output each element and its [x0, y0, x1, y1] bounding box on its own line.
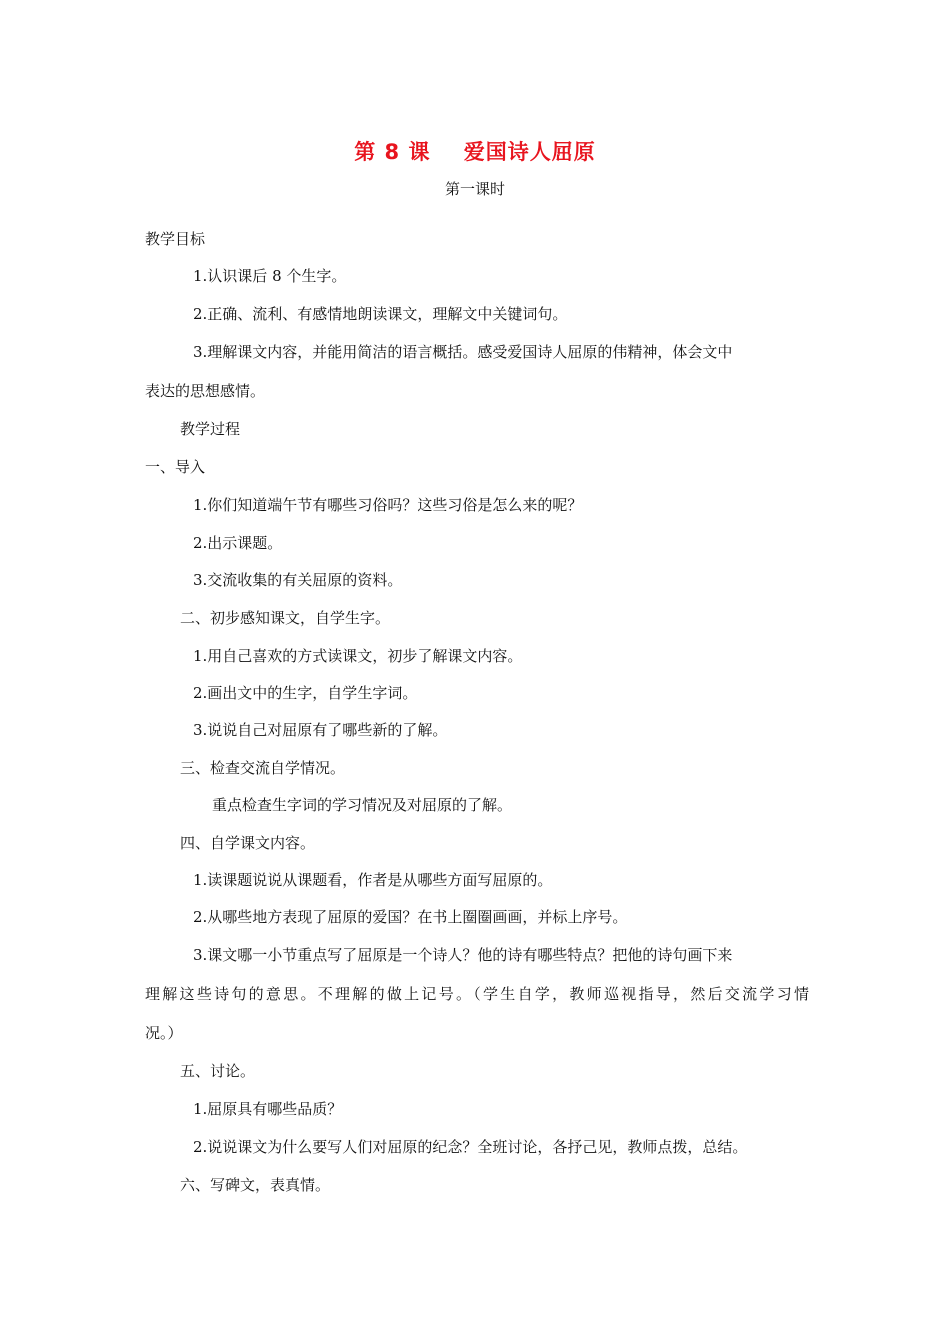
step-item: 1.读课题说说从课题看，作者是从哪些方面写屈原的。	[193, 871, 553, 889]
step-heading: 三、检查交流自学情况。	[180, 759, 346, 777]
step-heading: 六、写碑文，表真情。	[180, 1176, 331, 1194]
step-item: 3.课文哪一小节重点写了屈原是一个诗人？他的诗有哪些特点？把他的诗句画下来	[193, 946, 733, 964]
step-item-continued: 理解这些诗句的意思。不理解的做上记号。（学生自学，教师巡视指导，然后交流学习情	[145, 985, 809, 1003]
step-item: 1.用自己喜欢的方式读课文，初步了解课文内容。	[193, 647, 523, 665]
goal-item: 2.正确、流利、有感情地朗读课文，理解文中关键词句。	[193, 305, 568, 323]
step-heading: 四、自学课文内容。	[180, 834, 316, 852]
goal-item: 3.理解课文内容，并能用简洁的语言概括。感受爱国诗人屈原的伟精神，体会文中	[193, 343, 733, 361]
step-heading: 五、讨论。	[180, 1062, 256, 1080]
step-item: 2.说说课文为什么要写人们对屈原的纪念？全班讨论，各抒己见，教师点拨，总结。	[193, 1138, 748, 1156]
step-item: 2.画出文中的生字，自学生字词。	[193, 684, 418, 702]
step-text: 重点检查生字词的学习情况及对屈原的了解。	[212, 796, 513, 814]
step-heading: 一、导入	[145, 458, 206, 476]
lesson-subtitle: 第一课时	[444, 180, 505, 198]
step-item: 2.从哪些地方表现了屈原的爱国？在书上圈圈画画，并标上序号。	[193, 908, 628, 926]
step-item: 3.说说自己对屈原有了哪些新的了解。	[193, 721, 448, 739]
step-item: 1.你们知道端午节有哪些习俗吗？这些习俗是怎么来的呢？	[193, 496, 583, 514]
goal-item-continued: 表达的思想感情。	[145, 382, 266, 400]
step-item: 3.交流收集的有关屈原的资料。	[193, 571, 403, 589]
lesson-title: 第 8 课 爱国诗人屈原	[354, 140, 596, 164]
section-heading: 教学目标	[145, 230, 206, 248]
goal-item: 1.认识课后 8 个生字。	[193, 267, 347, 285]
step-item: 1.屈原具有哪些品质？	[193, 1100, 343, 1118]
section-heading: 教学过程	[180, 420, 241, 438]
step-item: 2.出示课题。	[193, 534, 283, 552]
step-heading: 二、初步感知课文，自学生字。	[180, 609, 391, 627]
step-item-continued: 况。）	[145, 1024, 183, 1042]
